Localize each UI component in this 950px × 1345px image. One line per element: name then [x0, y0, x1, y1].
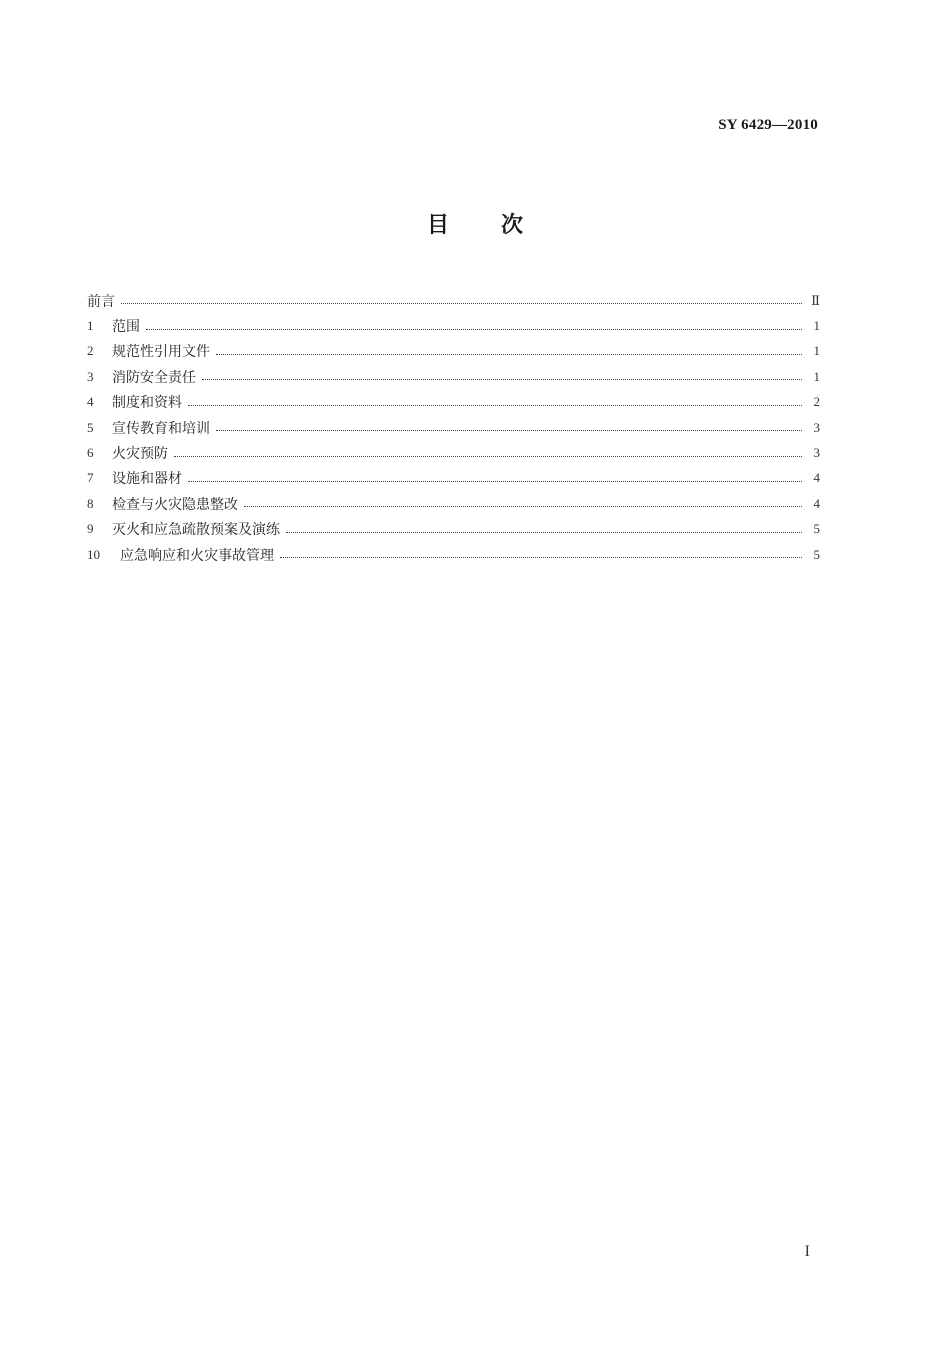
- toc-entry-label: 应急响应和火灾事故管理: [120, 547, 274, 564]
- toc-entry-foreword[interactable]: [87, 288, 820, 313]
- toc-entry-number: 10: [87, 546, 100, 562]
- toc-entry-2[interactable]: [87, 339, 820, 364]
- toc-entry-number: 4: [87, 394, 94, 410]
- toc-entry-label: 检查与火灾隐患整改: [112, 496, 238, 513]
- toc-entry-label: 设施和器材: [112, 471, 182, 488]
- toc-leader-dots: [121, 303, 802, 304]
- toc-entry-number: 9: [87, 521, 94, 537]
- toc-entry-4[interactable]: [87, 390, 820, 415]
- toc-leader-dots: [188, 481, 802, 482]
- page-title-char-1: 目: [426, 213, 449, 238]
- toc-entry-number: 8: [87, 495, 94, 511]
- toc-entry-page: 1: [813, 368, 820, 384]
- toc-leader-dots: [216, 354, 802, 355]
- toc-leader-dots: [174, 456, 802, 457]
- toc-entry-label: 宣传教育和培训: [112, 420, 210, 437]
- toc-entry-page: 3: [813, 445, 820, 461]
- toc-entry-number: 6: [87, 445, 94, 461]
- toc-entry-page: 5: [813, 546, 820, 562]
- toc-entry-8[interactable]: [87, 491, 820, 516]
- toc-entry-page: 1: [813, 318, 820, 334]
- page-title: [0, 208, 950, 239]
- toc-entry-3[interactable]: [87, 364, 820, 389]
- toc-entry-page: 5: [813, 521, 820, 537]
- toc-entry-page: Ⅱ: [811, 292, 820, 308]
- toc-entry-7[interactable]: [87, 466, 820, 491]
- standard-code: SY 6429—2010: [718, 117, 818, 133]
- toc-entry-page: 4: [813, 495, 820, 511]
- toc-entry-number: 5: [87, 419, 94, 435]
- toc-entry-9[interactable]: [87, 517, 820, 542]
- toc-entry-label: 消防安全责任: [112, 369, 196, 386]
- toc-entry-number: 7: [87, 470, 94, 486]
- toc-entry-1[interactable]: [87, 313, 820, 338]
- toc-entry-label: 制度和资料: [112, 395, 182, 412]
- toc-leader-dots: [146, 329, 802, 330]
- toc-entry-10[interactable]: [87, 542, 820, 567]
- toc-entry-page: 3: [813, 419, 820, 435]
- page-title-char-2: 次: [501, 213, 524, 238]
- toc-leader-dots: [280, 557, 802, 558]
- toc-entry-label: 灭火和应急疏散预案及演练: [112, 522, 280, 539]
- toc-leader-dots: [286, 532, 802, 533]
- toc-entry-label: 火灾预防: [112, 446, 168, 463]
- toc-entry-label: 规范性引用文件: [112, 344, 210, 361]
- toc-leader-dots: [188, 405, 802, 406]
- toc-leader-dots: [202, 379, 802, 380]
- toc-leader-dots: [244, 506, 802, 507]
- table-of-contents: [87, 288, 820, 567]
- toc-entry-page: 2: [813, 394, 820, 410]
- toc-entry-number: 2: [87, 343, 94, 359]
- toc-entry-label: 前言: [87, 293, 115, 310]
- toc-entry-label: 范围: [112, 319, 140, 336]
- page-number: I: [804, 1243, 810, 1260]
- toc-entry-page: 1: [813, 343, 820, 359]
- toc-entry-page: 4: [813, 470, 820, 486]
- toc-entry-5[interactable]: [87, 415, 820, 440]
- toc-leader-dots: [216, 430, 802, 431]
- toc-entry-6[interactable]: [87, 440, 820, 465]
- toc-entry-number: 3: [87, 368, 94, 384]
- toc-entry-number: 1: [87, 318, 94, 334]
